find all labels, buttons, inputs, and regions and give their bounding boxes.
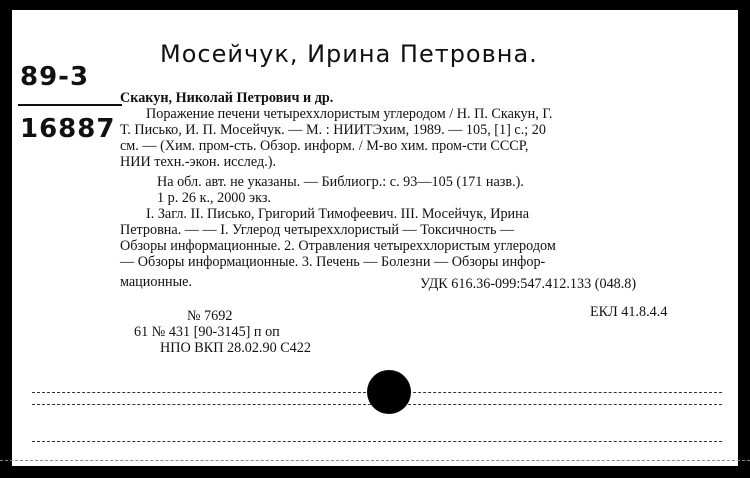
- card-line: мационные.: [120, 274, 193, 290]
- author-heading: Скакун, Николай Петрович и др.: [120, 90, 334, 106]
- card-line: I. Загл. II. Писько, Григорий Тимофеевич. III. Мосейчук, Ирина: [146, 206, 530, 222]
- shelf-mark-top: 89-3: [20, 62, 90, 92]
- card-line: Обзоры информационные. 2. Отравления четыреххлористым углеродом: [120, 238, 556, 254]
- ruled-line: [32, 441, 722, 442]
- order-number: 61 № 431 [90-3145] п оп: [134, 324, 280, 340]
- shelf-divider: [18, 104, 122, 106]
- card-line: Петровна. — — I. Углерод четыреххлористый — Токсичность —: [120, 222, 515, 238]
- catalog-card: [12, 10, 740, 466]
- card-line: см. — (Хим. пром-сть. Обзор. информ. / М-во хим. пром-сти СССР,: [120, 138, 529, 154]
- scan-edge-line: [0, 460, 750, 461]
- card-line: 1 р. 26 к., 2000 экз.: [157, 190, 271, 206]
- punch-hole: [367, 370, 411, 414]
- inventory-number: № 7692: [187, 308, 233, 324]
- npo-stamp: НПО ВКП 28.02.90 С422: [160, 340, 311, 356]
- shelf-mark-bottom: 16887: [20, 114, 116, 144]
- handwritten-name: Мосейчук, Ирина Петровна.: [160, 40, 538, 68]
- card-line: Поражение печени четыреххлористым углеродом / Н. П. Скакун, Г.: [146, 106, 553, 122]
- card-line: НИИ техн.-экон. исслед.).: [120, 154, 277, 170]
- ekl-code: ЕКЛ 41.8.4.4: [590, 304, 668, 320]
- udk-code: УДК 616.36-099:547.412.133 (048.8): [420, 276, 637, 292]
- card-line: Т. Писько, И. П. Мосейчук. — М. : НИИТЭхим, 1989. — 105, [1] с.; 20: [120, 122, 546, 138]
- card-line: На обл. авт. не указаны. — Библиогр.: с. 93—105 (171 назв.).: [157, 174, 524, 190]
- card-line: — Обзоры информационные. 3. Печень — Болезни — Обзоры инфор-: [120, 254, 546, 270]
